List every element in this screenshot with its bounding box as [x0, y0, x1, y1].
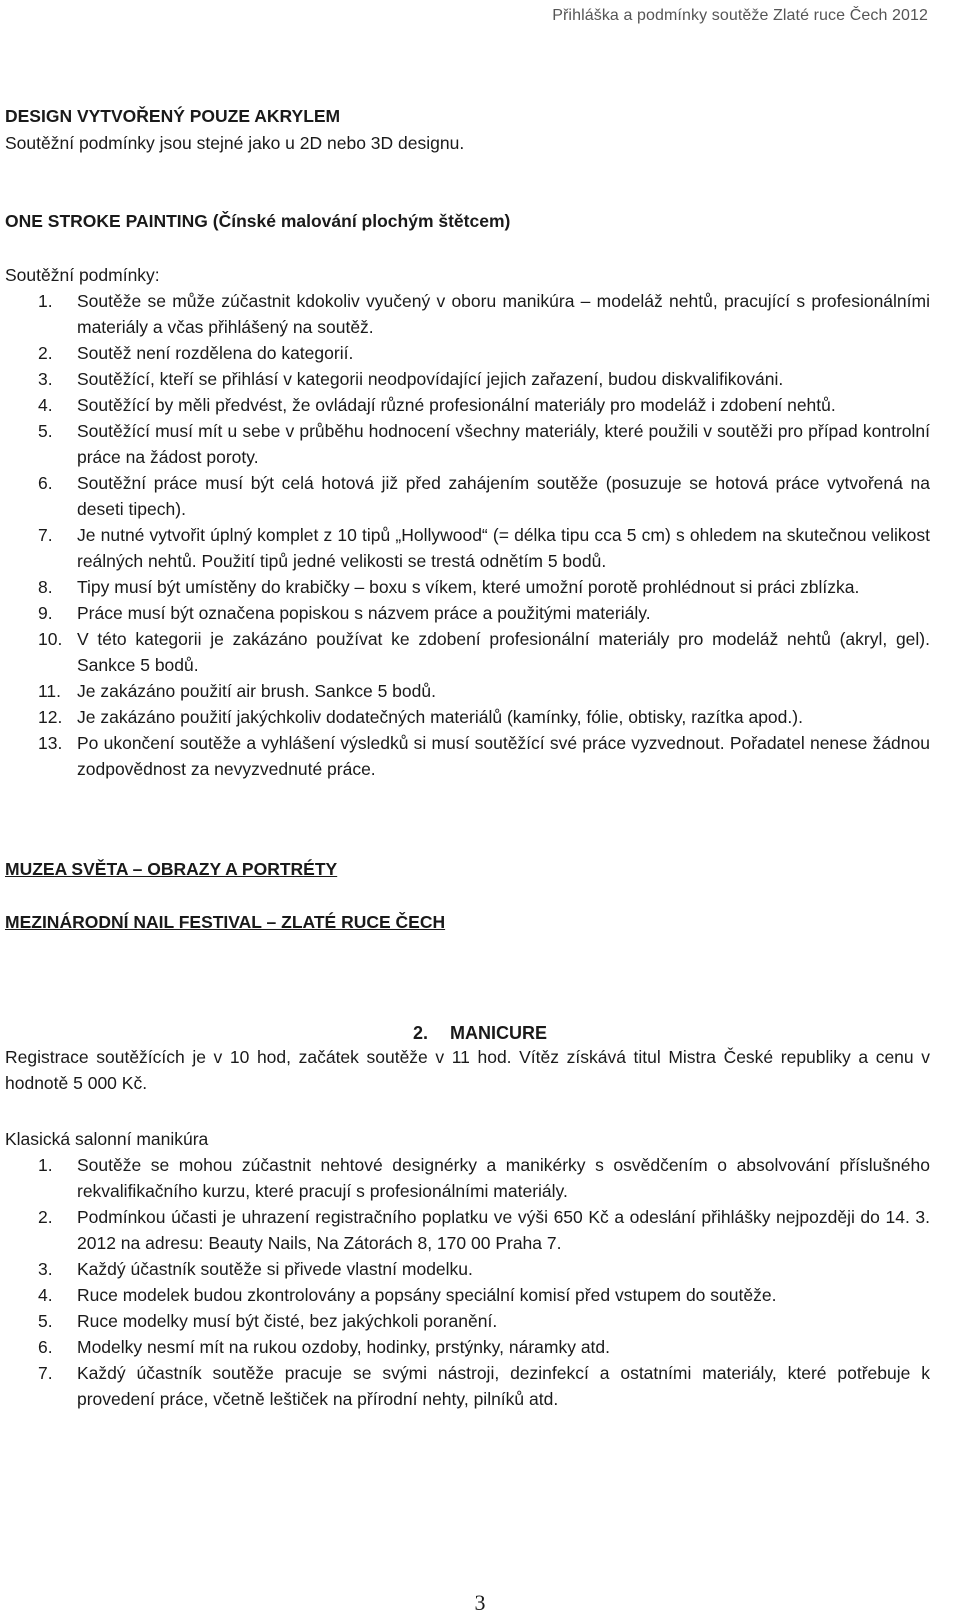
rule-number: 1. [38, 1155, 53, 1175]
rule-text: Ruce modelek budou zkontrolovány a popsány speciální komisí před vstupem do soutěže. [77, 1285, 777, 1305]
section-heading-acrylic: DESIGN VYTVOŘENÝ POUZE AKRYLEM [5, 106, 341, 126]
rule-number: 11. [38, 681, 62, 701]
rule-number: 4. [38, 1285, 53, 1305]
rule-text: Je nutné vytvořit úplný komplet z 10 tipů „Hollywood“ (= délka tipu cca 5 cm) s ohledem na skutečnou velikost reálných nehtů. Použití tipů jedné velikosti se trestá odnětím 5 bodů. [77, 525, 930, 571]
section-heading-festival: MEZINÁRODNÍ NAIL FESTIVAL – ZLATÉ RUCE ČECH [5, 912, 446, 932]
rule-item [5, 522, 930, 574]
rule-number: 9. [38, 603, 53, 623]
rule-text: Modelky nesmí mít na rukou ozdoby, hodinky, prstýnky, náramky atd. [77, 1337, 611, 1357]
running-header: Přihláška a podmínky soutěže Zlaté ruce Čech 2012 [552, 7, 928, 24]
rule-item [5, 366, 930, 392]
rule-text: Soutěžící by měli předvést, že ovládají různé profesionální materiály pro modeláž i zdobení nehtů. [77, 395, 836, 415]
rule-number: 13. [38, 733, 63, 753]
manicure-heading [0, 1023, 960, 1044]
rule-item [5, 418, 930, 470]
manicure-heading-number: 2. [412, 1023, 428, 1043]
rule-text: Podmínkou účasti je uhrazení registračního poplatku ve výši 650 Kč a odeslání přihlášky nejpozději do 14. 3. 2012 na adresu: Beauty Nails, Na Zátorách 8, 170 00 Praha 7. [77, 1207, 930, 1253]
section-heading-muzea: MUZEA SVĚTA – OBRAZY A PORTRÉTY [5, 859, 338, 879]
rule-item [5, 1256, 930, 1282]
one-stroke-rules [5, 288, 930, 782]
rule-number: 5. [38, 421, 53, 441]
rule-item [5, 392, 930, 418]
rule-item [5, 678, 930, 704]
rule-item [5, 730, 930, 782]
rule-number: 4. [38, 395, 53, 415]
rule-item [5, 626, 930, 678]
rule-number: 7. [38, 1363, 53, 1383]
rule-item [5, 470, 930, 522]
rule-number: 3. [38, 1259, 53, 1279]
rule-number: 7. [38, 525, 53, 545]
rule-text: Je zakázáno použití air brush. Sankce 5 bodů. [77, 681, 436, 701]
rule-text: Soutěžící musí mít u sebe v průběhu hodnocení všechny materiály, které použili v soutěži pro případ kontrolní práce na žádost poroty. [77, 421, 930, 467]
rule-item [5, 340, 930, 366]
rule-number: 12. [38, 707, 63, 727]
rule-text: Soutěže se mohou zúčastnit nehtové designérky a manikérky s osvědčením o absolvování příslušného rekvalifikačního kurzu, které pracují s profesionálními materiály. [77, 1155, 930, 1201]
conditions-label: Soutěžní podmínky: [5, 265, 160, 285]
rule-number: 8. [38, 577, 53, 597]
rule-text: V této kategorii je zakázáno používat ke zdobení profesionální materiály pro modeláž nehtů (akryl, gel). Sankce 5 bodů. [77, 629, 930, 675]
classic-manicure-label: Klasická salonní manikúra [5, 1129, 209, 1149]
rule-item [5, 1282, 930, 1308]
rule-text: Každý účastník soutěže si přivede vlastní modelku. [77, 1259, 473, 1279]
rule-number: 5. [38, 1311, 53, 1331]
rule-item [5, 1308, 930, 1334]
rule-number: 6. [38, 473, 53, 493]
rule-item [5, 574, 930, 600]
rule-number: 6. [38, 1337, 53, 1357]
section-heading-one-stroke: ONE STROKE PAINTING (Čínské malování plochým štětcem) [5, 211, 511, 231]
rule-item [5, 600, 930, 626]
rule-number: 3. [38, 369, 53, 389]
rule-item [5, 288, 930, 340]
rule-number: 1. [38, 291, 53, 311]
rule-text: Soutěžící, kteří se přihlásí v kategorii neodpovídající jejich zařazení, budou diskvalifikováni. [77, 369, 784, 389]
rule-text: Soutěžní práce musí být celá hotová již před zahájením soutěže (posuzuje se hotová práce vytvořená na deseti tipech). [77, 473, 930, 519]
rule-text: Ruce modelky musí být čisté, bez jakýchkoli poranění. [77, 1311, 498, 1331]
rule-text: Soutěž není rozdělena do kategorií. [77, 343, 354, 363]
rule-number: 2. [38, 343, 53, 363]
rule-number: 10. [38, 629, 63, 649]
rule-item [5, 1360, 930, 1412]
rule-text: Každý účastník soutěže pracuje se svými nástroji, dezinfekcí a ostatními materiály, které potřebuje k provedení práce, včetně leštiček na přírodní nehty, pilníků atd. [77, 1363, 930, 1409]
registration-paragraph: Registrace soutěžících je v 10 hod, začátek soutěže v 11 hod. Vítěz získává titul Mistra České republiky a cenu v hodnotě 5 000 Kč. [5, 1047, 930, 1093]
rule-text: Po ukončení soutěže a vyhlášení výsledků si musí soutěžící své práce vyzvednout. Pořadatel nenese žádnou zodpovědnost za nevyzvednuté práce. [77, 733, 930, 779]
page-number: 3 [474, 1590, 486, 1615]
rule-text: Tipy musí být umístěny do krabičky – boxu s víkem, které umožní porotě prohlédnout si práci zblízka. [77, 577, 860, 597]
rule-text: Je zakázáno použití jakýchkoliv dodatečných materiálů (kamínky, fólie, obtisky, razítka apod.). [77, 707, 803, 727]
rule-item [5, 1152, 930, 1204]
rule-text: Soutěže se může zúčastnit kdokoliv vyučený v oboru manikúra – modeláž nehtů, pracující s profesionálními materiály a včas přihlášený na soutěž. [77, 291, 930, 337]
rule-number: 2. [38, 1207, 53, 1227]
acrylic-description: Soutěžní podmínky jsou stejné jako u 2D nebo 3D designu. [5, 133, 465, 153]
rule-item [5, 1204, 930, 1256]
rule-text: Práce musí být označena popiskou s názvem práce a použitými materiály. [77, 603, 651, 623]
manicure-heading-title: MANICURE [450, 1023, 547, 1043]
rule-item [5, 704, 930, 730]
manicure-rules [5, 1152, 930, 1412]
rule-item [5, 1334, 930, 1360]
